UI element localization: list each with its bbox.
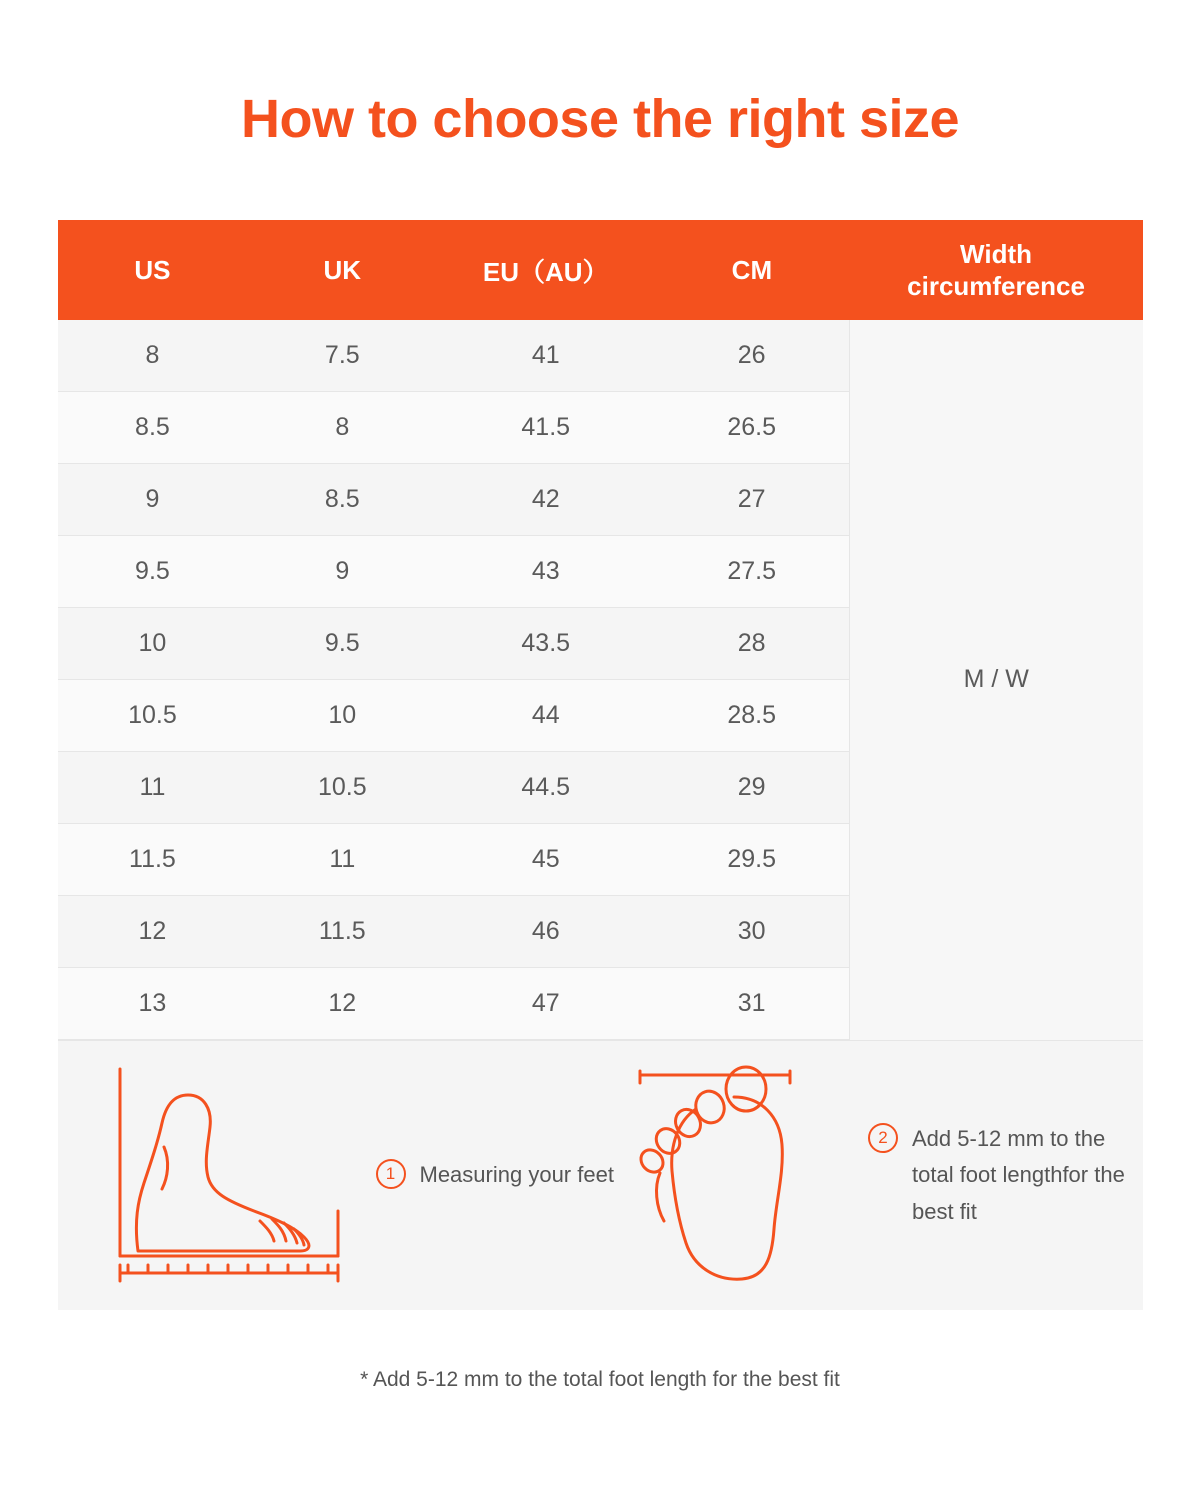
cell-cm: 27	[654, 464, 849, 536]
size-table-container	[58, 220, 1143, 1040]
step-1-number: 1	[376, 1159, 406, 1189]
cell-eu: 45	[437, 824, 654, 896]
cell-cm: 29.5	[654, 824, 849, 896]
cell-us: 13	[58, 968, 248, 1040]
table-body	[58, 320, 1143, 1040]
cell-uk: 10	[247, 680, 437, 752]
step-2-number: 2	[868, 1123, 898, 1153]
cell-width-circumference: M / W	[850, 320, 1143, 1040]
cell-us: 9	[58, 464, 248, 536]
foot-side-ruler-icon	[108, 1061, 358, 1291]
footnote: * Add 5-12 mm to the total foot length for the best fit	[360, 1368, 840, 1391]
width-header-line-2: circumference	[907, 271, 1085, 301]
cell-cm: 29	[654, 752, 849, 824]
cell-eu: 41.5	[437, 392, 654, 464]
cell-cm: 26.5	[654, 392, 849, 464]
cell-cm: 31	[654, 968, 849, 1040]
cell-us: 8.5	[58, 392, 248, 464]
cell-eu: 44	[437, 680, 654, 752]
column-header-uk: UK	[247, 220, 437, 320]
cell-uk: 9	[247, 536, 437, 608]
cell-us: 11.5	[58, 824, 248, 896]
cell-eu: 42	[437, 464, 654, 536]
cell-cm: 27.5	[654, 536, 849, 608]
column-header-eu: EU（AU）	[437, 220, 654, 320]
cell-cm: 30	[654, 896, 849, 968]
width-header-line-1: Width	[960, 238, 1032, 269]
cell-uk: 10.5	[247, 752, 437, 824]
table-row	[58, 320, 1143, 392]
foot-top-width-icon	[630, 1061, 850, 1291]
column-header-cm: CM	[654, 220, 849, 320]
instruction-step-1	[58, 1041, 621, 1310]
cell-eu: 47	[437, 968, 654, 1040]
cell-uk: 7.5	[247, 320, 437, 392]
measuring-instructions-panel	[58, 1040, 1143, 1310]
size-table	[58, 220, 1143, 1040]
cell-eu: 46	[437, 896, 654, 968]
step-2	[868, 1121, 1127, 1230]
cell-us: 11	[58, 752, 248, 824]
cell-us: 12	[58, 896, 248, 968]
cell-uk: 8.5	[247, 464, 437, 536]
cell-uk: 11	[247, 824, 437, 896]
cell-cm: 28	[654, 608, 849, 680]
table-header-row	[58, 220, 1143, 320]
column-header-us: US	[58, 220, 248, 320]
step-2-text: Add 5-12 mm to the total foot lengthfor the best fit	[912, 1126, 1125, 1224]
column-header-width	[850, 220, 1143, 320]
instruction-step-2	[620, 1041, 1143, 1310]
cell-uk: 8	[247, 392, 437, 464]
cell-cm: 28.5	[654, 680, 849, 752]
cell-us: 10	[58, 608, 248, 680]
cell-us: 9.5	[58, 536, 248, 608]
cell-eu: 41	[437, 320, 654, 392]
step-1	[376, 1157, 614, 1193]
table-header	[58, 220, 1143, 320]
cell-eu: 44.5	[437, 752, 654, 824]
step-1-text: Measuring your feet	[419, 1162, 614, 1188]
cell-eu: 43	[437, 536, 654, 608]
cell-uk: 12	[247, 968, 437, 1040]
cell-cm: 26	[654, 320, 849, 392]
cell-uk: 11.5	[247, 896, 437, 968]
cell-us: 10.5	[58, 680, 248, 752]
page-title: How to choose the right size	[240, 89, 960, 149]
cell-uk: 9.5	[247, 608, 437, 680]
cell-eu: 43.5	[437, 608, 654, 680]
cell-us: 8	[58, 320, 248, 392]
